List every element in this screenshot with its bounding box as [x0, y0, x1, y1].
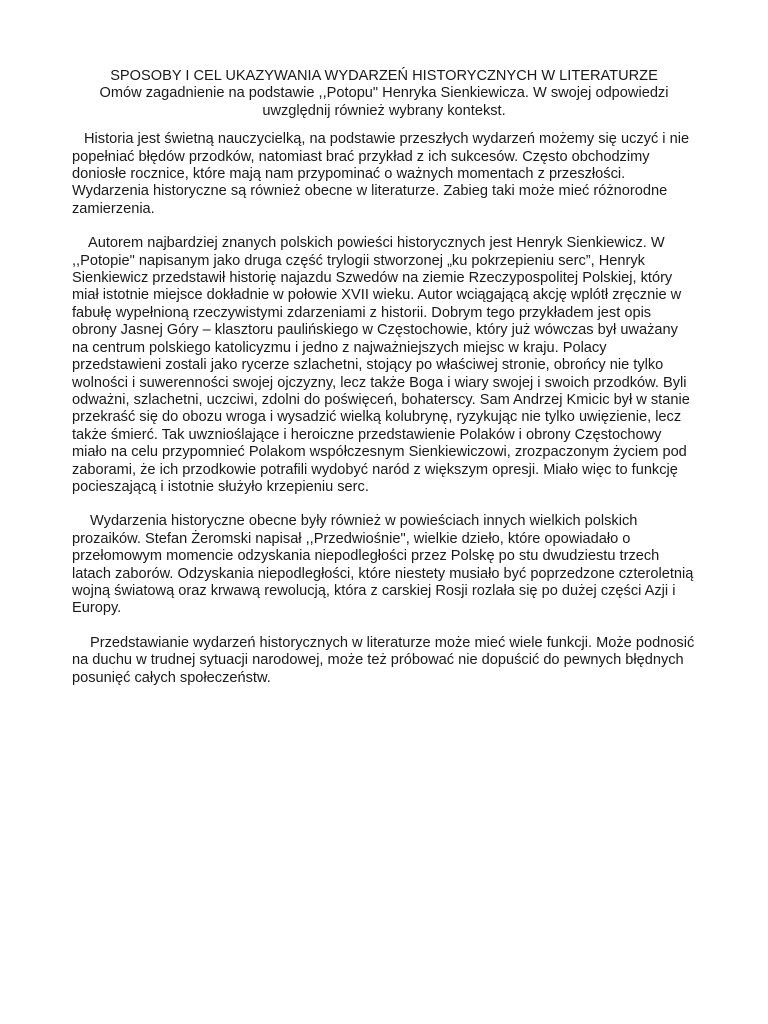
document-body [72, 131, 696, 687]
paragraph-1: Historia jest świetną nauczycielką, na podstawie przeszłych wydarzeń możemy się uczyć i nie popełniać błędów przodków, natomiast brać przykład z ich sukcesów. Często obchodzimy doniosłe rocznice, które mają nam przypominać o ważnych momentach z przeszłości. Wydarzenia historyczne są również obecne w literaturze. Zabieg taki może mieć różnorodne zamierzenia. [72, 131, 690, 217]
document-page [72, 68, 696, 704]
paragraph-3: Wydarzenia historyczne obecne były również w powieściach innych wielkich polskich prozaików. Stefan Żeromski napisał ,,Przedwiośnie", wielkie dzieło, które opowiadało o przełomowym momencie odzyskania niepodległości przez Polskę po stu dwudziestu trzech latach zaborów. Odzyskania niepodległości, które niestety musiało być poprzedzone czteroletnią wojną światową oraz krwawą rewolucją, która z carskiej Rosji rozlała się po dużej części Azji i Europy. [72, 513, 694, 617]
document-subtitle-line-2: uwzględnij również wybrany kontekst. [262, 102, 506, 119]
paragraph-2: Autorem najbardziej znanych polskich powieści historycznych jest Henryk Sienkiewicz. W ,,Potopie" napisanym jako druga część trylogii stworzonej „ku pokrzepieniu serc”, Henryk Sienkiewicz przedstawił historię najazdu Szwedów na ziemie Rzeczypospolitej Polskiej, który miał istotnie miejsce dokładnie w połowie XVII wieku. Autor wciągającą akcję wplótł zręcznie w fabułę wypełnioną rzeczywistymi zdarzeniami z historii. Dobrym tego przykładem jest opis obrony Jasnej Góry – klasztoru paulińskiego w Częstochowie, który już wówczas był uważany na centrum polskiego katolicyzmu i jedno z najważniejszych miejsc w kraju. Polacy przedstawieni zostali jako rycerze szlachetni, stojący po właściwej stronie, obrońcy nie tylko wolności i suwerenności swojej ojczyzny, lecz także Boga i wiary swojej i swoich przodków. Byli odważni, szlachetni, uczciwi, zdolni do poświęceń, bohaterscy. Sam Andrzej Kmicic był w stanie przekraść się do obozu wroga i wysadzić wielką kolubrynę, ryzykując nie tylko uwięzienie, lecz także śmierć. Tak uwznioślające i heroiczne przedstawienie Polaków i obrony Częstochowy miało na celu przypomnieć Polakom współczesnym Sienkiewiczowi, zrozpaczonym życiem pod zaborami, że ich przodkowie potrafili wydobyć naród z większym opresji. Miało więc to funkcję pocieszającą i istotnie służyło krzepieniu serc. [72, 235, 690, 495]
document-title: SPOSOBY I CEL UKAZYWANIA WYDARZEŃ HISTORYCZNYCH W LITERATURZE [110, 68, 658, 84]
paragraph-4: Przedstawianie wydarzeń historycznych w literaturze może mieć wiele funkcji. Może podnosić na duchu w trudnej sytuacji narodowej, może też próbować nie dopuścić do pewnych błędnych posunięć całych społeczeństw. [72, 634, 695, 686]
document-subtitle-line-1: Omów zagadnienie na podstawie ,,Potopu" Henryka Sienkiewicza. W swojej odpowiedzi [99, 85, 669, 102]
document-heading [72, 68, 696, 120]
